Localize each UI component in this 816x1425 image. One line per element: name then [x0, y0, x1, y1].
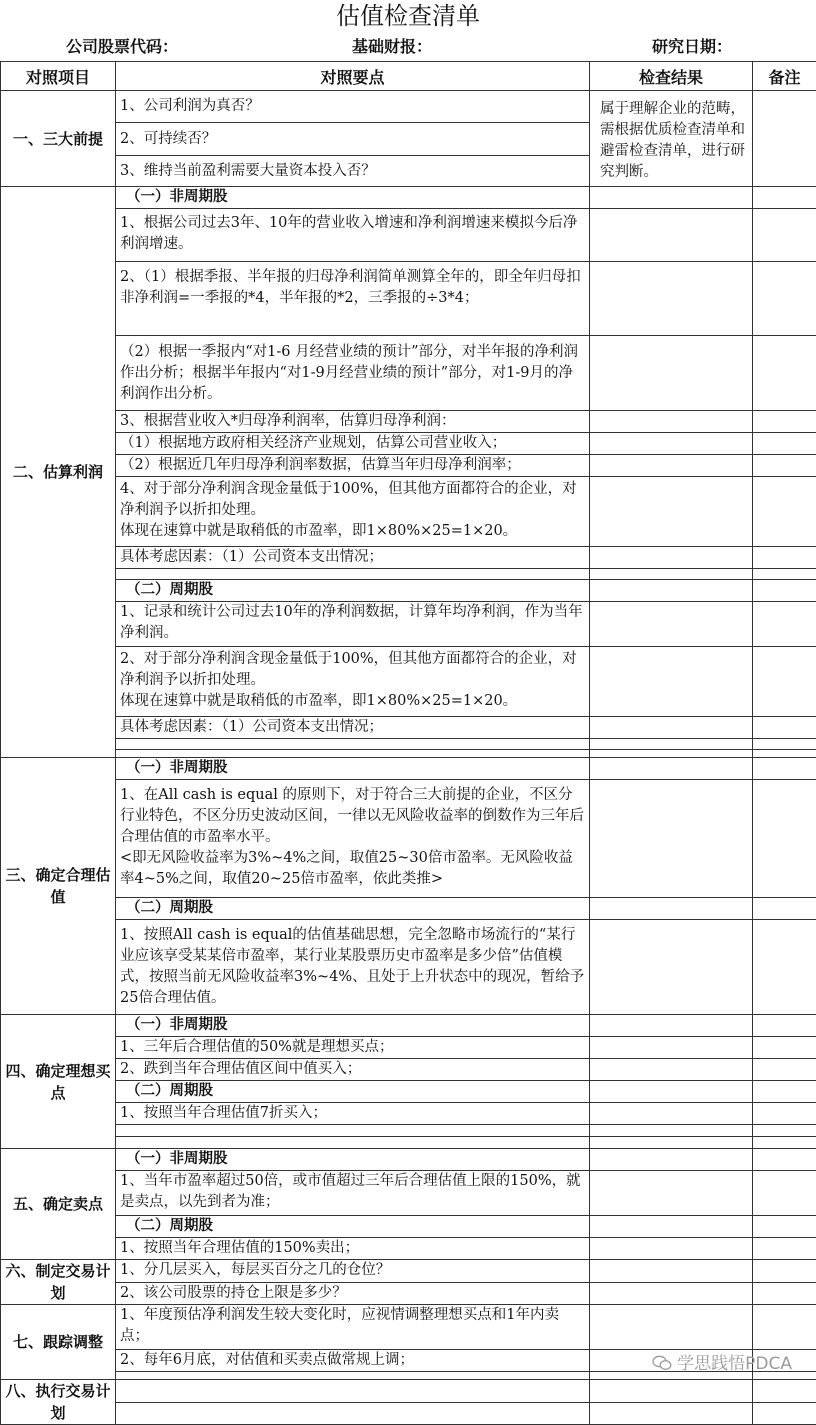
note-cell[interactable]	[753, 411, 816, 433]
result-cell[interactable]	[590, 1282, 753, 1305]
note-cell[interactable]	[753, 1125, 816, 1137]
check-point: 3、根据营业收入*归母净利润率，估算归母净利润：	[116, 411, 590, 433]
table-row	[1, 477, 816, 547]
empty-cell	[116, 739, 590, 750]
check-point-text: 体现在速算中就是取稍低的市盈率，即1×80%×25=1×20。	[120, 691, 585, 712]
check-point: 具体考虑因素：（1）公司资本支出情况；	[116, 717, 590, 739]
note-cell[interactable]	[753, 580, 816, 602]
check-point-text: 1、在All cash is equal 的原则下，对于符合三大前提的企业，不区分行业特色，不区分历史波动区间，一律以无风险收益率的倒数作为三年后合理估值的市盈率水平。	[120, 785, 585, 848]
check-point: 3、维持当前盈利需要大量资本投入否？	[116, 156, 590, 187]
table-row	[1, 1059, 816, 1081]
table-row	[1, 1282, 816, 1305]
result-cell[interactable]	[590, 1380, 753, 1403]
wechat-icon	[652, 1355, 672, 1371]
result-cell[interactable]	[590, 336, 753, 411]
check-point: 1、三年后合理估值的50%就是理想买点；	[116, 1037, 590, 1059]
note-cell[interactable]	[753, 1081, 816, 1103]
note-cell[interactable]	[753, 547, 816, 569]
subheading-noncyclical: （一）非周期股	[116, 758, 590, 780]
table-row	[1, 1015, 816, 1037]
table-row	[1, 1260, 816, 1283]
check-point: 1、记录和统计公司过去10年的净利润数据，计算年均净利润，作为当年净利润。	[116, 602, 590, 647]
table-row	[1, 920, 816, 1015]
stock-code-label: 公司股票代码：	[66, 33, 178, 61]
result-cell[interactable]	[590, 750, 753, 758]
check-point: 1、公司利润为真否？	[116, 91, 590, 123]
table-row	[1, 1103, 816, 1125]
result-cell[interactable]	[590, 1260, 753, 1283]
check-point: 1、按照All cash is equal的估值基础思想，完全忽略市场流行的“某行业应该享受某某倍市盈率，某行业某股票历史市盈率是多少倍”估值模式，按照当前无风险收益率3%~4%、且处于上升状态中的现况，暂给予25倍合理估值。	[116, 920, 590, 1015]
table-row	[1, 91, 816, 123]
note-cell[interactable]	[753, 750, 816, 758]
table-row	[1, 569, 816, 580]
empty-cell	[116, 569, 590, 580]
result-cell[interactable]	[590, 1015, 753, 1037]
table-row	[1, 336, 816, 411]
check-point	[116, 477, 590, 547]
check-point-text: <即无风险收益率为3%~4%之间，取值25~30倍市盈率。无风险收益率4~5%之间，取值20~25倍市盈率，依此类推>	[120, 848, 585, 890]
note-cell[interactable]	[753, 1171, 816, 1216]
result-cell[interactable]	[590, 1137, 753, 1149]
checklist-table	[0, 61, 816, 1425]
result-cell[interactable]	[590, 1402, 753, 1425]
note-cell[interactable]	[753, 187, 816, 209]
check-point: 1、按照当年合理估值的150%卖出；	[116, 1238, 590, 1260]
note-cell[interactable]	[753, 91, 816, 187]
check-point: 1、当年市盈率超过50倍，或市值超过三年后合理估值上限的150%，就是卖点，以先到者为准；	[116, 1171, 590, 1216]
result-cell[interactable]	[590, 1171, 753, 1216]
table-row	[1, 1380, 816, 1403]
subheading-cyclical: （二）周期股	[116, 580, 590, 602]
check-point: （2）根据一季报内“对1-6 月经营业绩的预计”部分，对半年报的净利润作出分析；根据半年报内“对1-9月经营业绩的预计”部分，对1-9月的净利润作出分析。	[116, 336, 590, 411]
check-point: 1、按照当年合理估值7折买入；	[116, 1103, 590, 1125]
check-point-text: 4、对于部分净利润含现金量低于100%，但其他方面都符合的企业，对净利润予以折扣处理。	[120, 479, 585, 521]
note-cell[interactable]	[753, 1137, 816, 1149]
result-cell[interactable]	[590, 758, 753, 780]
table-row	[1, 647, 816, 717]
result-cell[interactable]	[590, 580, 753, 602]
result-cell[interactable]	[590, 477, 753, 547]
table-row	[1, 1402, 816, 1425]
result-cell[interactable]	[590, 1216, 753, 1238]
note-cell[interactable]	[753, 1282, 816, 1305]
note-cell[interactable]	[753, 758, 816, 780]
page-title: 估值检查清单	[0, 0, 816, 33]
note-cell[interactable]	[753, 1015, 816, 1037]
col-header-result: 检查结果	[590, 62, 753, 91]
result-cell[interactable]	[590, 1149, 753, 1171]
col-header-note: 备注	[753, 62, 816, 91]
subheading-noncyclical: （一）非周期股	[116, 187, 590, 209]
col-header-points: 对照要点	[116, 62, 590, 91]
table-row	[1, 602, 816, 647]
note-cell[interactable]	[753, 477, 816, 547]
note-cell[interactable]	[753, 602, 816, 647]
check-point: （2）根据近几年归母净利润率数据，估算当年归母净利润率；	[116, 455, 590, 477]
check-point: 1、分几层买入，每层买百分之几的仓位？	[116, 1260, 590, 1283]
table-row	[1, 580, 816, 602]
check-point: 2、该公司股票的持仓上限是多少？	[116, 1282, 590, 1305]
check-point: 1、年度预估净利润发生较大变化时，应视情调整理想买点和1年内卖点；	[116, 1305, 590, 1350]
note-cell[interactable]	[753, 1238, 816, 1260]
result-cell[interactable]	[590, 209, 753, 262]
note-cell[interactable]	[753, 739, 816, 750]
note-cell[interactable]	[753, 1037, 816, 1059]
table-row	[1, 455, 816, 477]
base-report-label: 基础财报：	[352, 33, 432, 61]
table-row	[1, 780, 816, 898]
note-cell[interactable]	[753, 920, 816, 1015]
table-row	[1, 758, 816, 780]
result-cell[interactable]	[590, 433, 753, 455]
note-cell[interactable]	[753, 262, 816, 336]
subheading-noncyclical: （一）非周期股	[116, 1015, 590, 1037]
table-row	[1, 739, 816, 750]
result-cell[interactable]	[590, 920, 753, 1015]
result-cell[interactable]	[590, 1059, 753, 1081]
col-header-item: 对照项目	[1, 62, 116, 91]
watermark-text: 学思践悟PDCA	[677, 1354, 792, 1374]
result-cell[interactable]	[590, 1125, 753, 1137]
note-cell[interactable]	[753, 1260, 816, 1283]
result-cell[interactable]	[590, 717, 753, 739]
result-cell[interactable]	[590, 547, 753, 569]
research-date-label: 研究日期：	[652, 33, 732, 61]
info-header	[0, 33, 816, 61]
empty-cell	[116, 1125, 590, 1137]
table-row	[1, 411, 816, 433]
check-point: 2、跌到当年合理估值区间中值买入；	[116, 1059, 590, 1081]
empty-cell	[116, 750, 590, 758]
subheading-cyclical: （二）周期股	[116, 898, 590, 920]
result-cell[interactable]	[590, 1238, 753, 1260]
table-row	[1, 1125, 816, 1137]
note-cell[interactable]	[753, 1149, 816, 1171]
result-cell[interactable]	[590, 1305, 753, 1350]
section-label-execute: 八、执行交易计划	[1, 1380, 116, 1425]
note-cell[interactable]	[753, 1103, 816, 1125]
check-point: 2、每年6月底，对估值和买卖点做常规上调；	[116, 1350, 590, 1372]
note-cell[interactable]	[753, 647, 816, 717]
table-row	[1, 209, 816, 262]
table-header-row	[1, 62, 816, 91]
note-cell[interactable]	[753, 1216, 816, 1238]
check-point: 具体考虑因素：（1）公司资本支出情况；	[116, 547, 590, 569]
section-label-sell-point: 五、确定卖点	[1, 1149, 116, 1260]
result-cell[interactable]	[590, 1081, 753, 1103]
result-cell[interactable]	[590, 455, 753, 477]
section-label-profit: 二、估算利润	[1, 187, 116, 758]
check-point-text: 体现在速算中就是取稍低的市盈率，即1×80%×25=1×20。	[120, 521, 585, 542]
note-cell[interactable]	[753, 780, 816, 898]
note-cell[interactable]	[753, 1305, 816, 1350]
table-row	[1, 1216, 816, 1238]
result-cell[interactable]	[590, 647, 753, 717]
result-cell[interactable]	[590, 1103, 753, 1125]
result-cell[interactable]	[590, 187, 753, 209]
empty-cell	[116, 1372, 590, 1380]
result-cell[interactable]	[590, 262, 753, 336]
table-row	[1, 1305, 816, 1350]
section-label-tracking: 七、跟踪调整	[1, 1305, 116, 1380]
section-label-premises: 一、三大前提	[1, 91, 116, 187]
table-row	[1, 547, 816, 569]
subheading-noncyclical: （一）非周期股	[116, 1149, 590, 1171]
check-point: 1、根据公司过去3年、10年的营业收入增速和净利润增速来模拟今后净利润增速。	[116, 209, 590, 262]
note-cell[interactable]	[753, 433, 816, 455]
note-cell[interactable]	[753, 1402, 816, 1425]
section-label-valuation: 三、确定合理估值	[1, 758, 116, 1015]
table-row	[1, 717, 816, 739]
check-point: 2、可持续否？	[116, 123, 590, 156]
result-cell[interactable]	[590, 898, 753, 920]
table-row	[1, 1137, 816, 1149]
note-cell[interactable]	[753, 209, 816, 262]
subheading-cyclical: （二）周期股	[116, 1216, 590, 1238]
result-cell[interactable]	[590, 1037, 753, 1059]
note-cell[interactable]	[753, 569, 816, 580]
note-cell[interactable]	[753, 1380, 816, 1403]
check-point	[116, 647, 590, 717]
subheading-cyclical: （二）周期股	[116, 1081, 590, 1103]
table-row	[1, 187, 816, 209]
result-cell[interactable]	[590, 739, 753, 750]
note-cell[interactable]	[753, 336, 816, 411]
section-label-buy-point: 四、确定理想买点	[1, 1015, 116, 1149]
result-cell[interactable]	[590, 411, 753, 433]
check-point: （1）根据地方政府相关经济产业规划，估算公司营业收入；	[116, 433, 590, 455]
table-row	[1, 1037, 816, 1059]
empty-cell	[116, 1380, 590, 1403]
note-cell[interactable]	[753, 898, 816, 920]
result-cell[interactable]	[590, 780, 753, 898]
check-point-text: 2、对于部分净利润含现金量低于100%，但其他方面都符合的企业，对净利润予以折扣处理。	[120, 649, 585, 691]
note-cell[interactable]	[753, 455, 816, 477]
empty-cell	[116, 1402, 590, 1425]
table-row	[1, 1149, 816, 1171]
table-row	[1, 1238, 816, 1260]
table-row	[1, 898, 816, 920]
check-result: 属于理解企业的范畴，需根据优质检查清单和避雷检查清单，进行研究判断。	[590, 91, 753, 187]
table-row	[1, 262, 816, 336]
empty-cell	[116, 1137, 590, 1149]
result-cell[interactable]	[590, 569, 753, 580]
table-row	[1, 750, 816, 758]
table-row	[1, 1081, 816, 1103]
table-row	[1, 433, 816, 455]
check-point	[116, 780, 590, 898]
note-cell[interactable]	[753, 717, 816, 739]
check-point: 2、（1）根据季报、半年报的归母净利润简单测算全年的，即全年归母扣非净利润=一季报的*4，半年报的*2，三季报的÷3*4；	[116, 262, 590, 336]
result-cell[interactable]	[590, 602, 753, 647]
watermark	[652, 1349, 792, 1374]
table-row	[1, 1171, 816, 1216]
section-label-trade-plan: 六、制定交易计划	[1, 1260, 116, 1305]
note-cell[interactable]	[753, 1059, 816, 1081]
